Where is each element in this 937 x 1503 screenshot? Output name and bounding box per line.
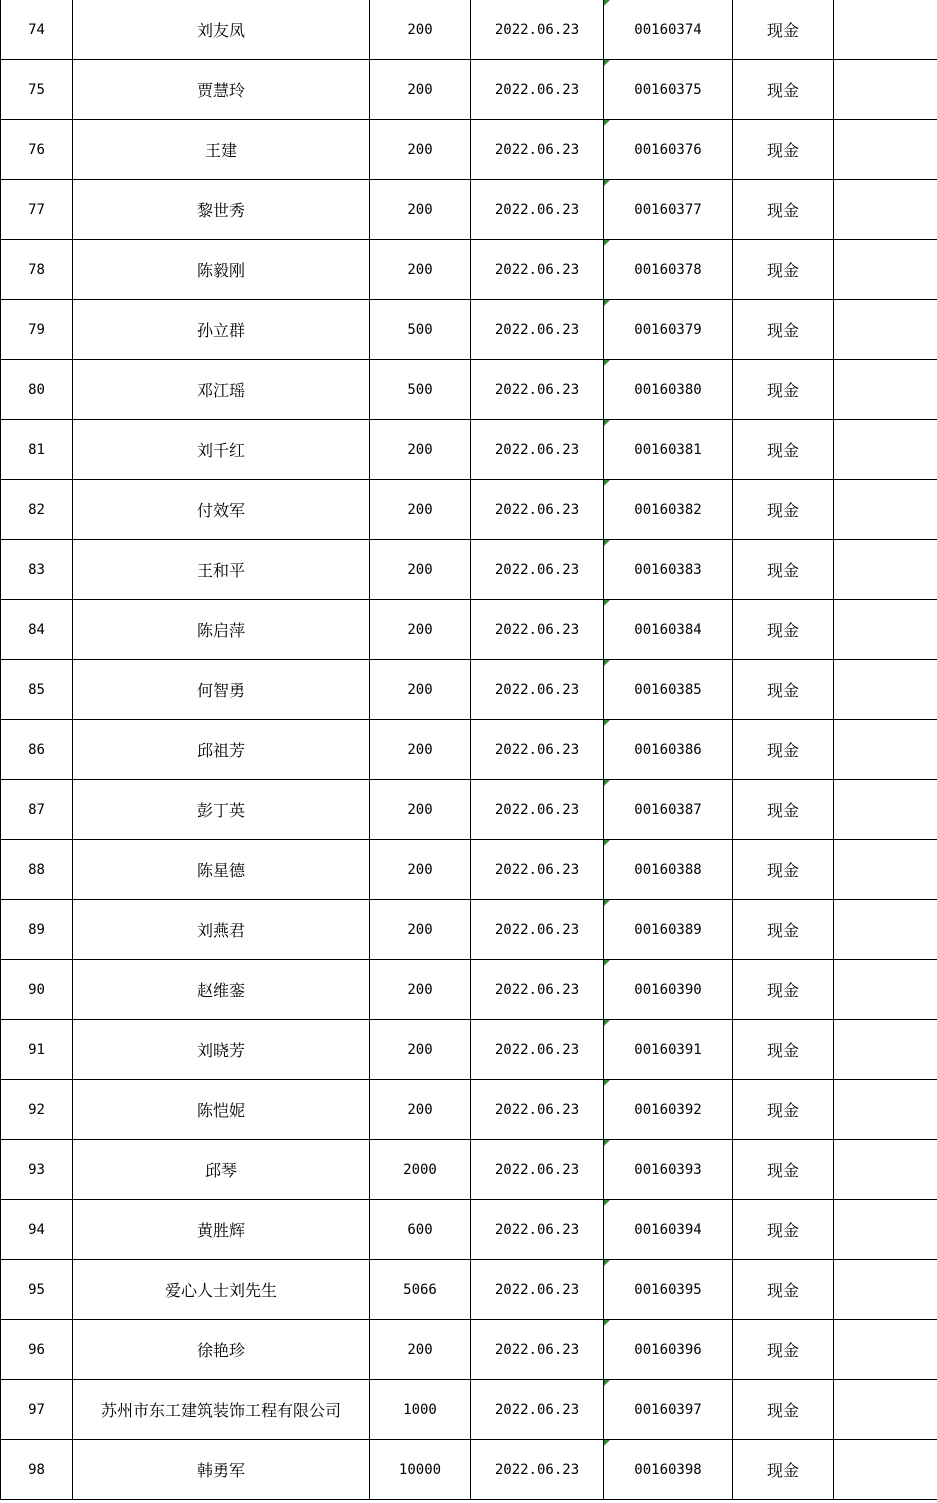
table-row bbox=[1, 780, 937, 840]
table-row bbox=[1, 1380, 937, 1440]
amount-cell: 200 bbox=[370, 720, 471, 780]
table-row bbox=[1, 480, 937, 540]
row-number-cell: 74 bbox=[1, 0, 73, 60]
payment-method-cell: 现金 bbox=[733, 240, 834, 300]
table-row bbox=[1, 240, 937, 300]
receipt-number-cell: 00160398 bbox=[604, 1440, 733, 1500]
date-cell: 2022.06.23 bbox=[471, 960, 604, 1020]
amount-cell: 1000 bbox=[370, 1380, 471, 1440]
donor-name-cell: 徐艳珍 bbox=[73, 1320, 370, 1380]
payment-method-cell: 现金 bbox=[733, 1080, 834, 1140]
donor-name-cell: 苏州市东工建筑装饰工程有限公司 bbox=[73, 1380, 370, 1440]
date-cell: 2022.06.23 bbox=[471, 600, 604, 660]
donor-name-cell: 邓江瑶 bbox=[73, 360, 370, 420]
table-row bbox=[1, 1200, 937, 1260]
date-cell: 2022.06.23 bbox=[471, 240, 604, 300]
amount-cell: 2000 bbox=[370, 1140, 471, 1200]
table-row bbox=[1, 840, 937, 900]
note-cell bbox=[834, 360, 937, 420]
note-cell bbox=[834, 120, 937, 180]
row-number-cell: 97 bbox=[1, 1380, 73, 1440]
table-row bbox=[1, 0, 937, 60]
table-row bbox=[1, 600, 937, 660]
table-row bbox=[1, 420, 937, 480]
table-row bbox=[1, 1320, 937, 1380]
note-cell bbox=[834, 1080, 937, 1140]
amount-cell: 200 bbox=[370, 960, 471, 1020]
date-cell: 2022.06.23 bbox=[471, 1080, 604, 1140]
row-number-cell: 77 bbox=[1, 180, 73, 240]
donor-name-cell: 陈恺妮 bbox=[73, 1080, 370, 1140]
date-cell: 2022.06.23 bbox=[471, 1260, 604, 1320]
row-number-cell: 90 bbox=[1, 960, 73, 1020]
receipt-number-cell: 00160391 bbox=[604, 1020, 733, 1080]
row-number-cell: 83 bbox=[1, 540, 73, 600]
receipt-number-cell: 00160384 bbox=[604, 600, 733, 660]
donor-name-cell: 陈毅刚 bbox=[73, 240, 370, 300]
table-row bbox=[1, 1080, 937, 1140]
receipt-number-cell: 00160382 bbox=[604, 480, 733, 540]
receipt-number-cell: 00160396 bbox=[604, 1320, 733, 1380]
amount-cell: 200 bbox=[370, 540, 471, 600]
receipt-number-cell: 00160397 bbox=[604, 1380, 733, 1440]
date-cell: 2022.06.23 bbox=[471, 180, 604, 240]
row-number-cell: 98 bbox=[1, 1440, 73, 1500]
receipt-number-cell: 00160386 bbox=[604, 720, 733, 780]
amount-cell: 200 bbox=[370, 1080, 471, 1140]
date-cell: 2022.06.23 bbox=[471, 1140, 604, 1200]
amount-cell: 200 bbox=[370, 420, 471, 480]
payment-method-cell: 现金 bbox=[733, 1140, 834, 1200]
donor-name-cell: 孙立群 bbox=[73, 300, 370, 360]
row-number-cell: 78 bbox=[1, 240, 73, 300]
payment-method-cell: 现金 bbox=[733, 1440, 834, 1500]
receipt-number-cell: 00160377 bbox=[604, 180, 733, 240]
note-cell bbox=[834, 660, 937, 720]
note-cell bbox=[834, 60, 937, 120]
amount-cell: 5066 bbox=[370, 1260, 471, 1320]
payment-method-cell: 现金 bbox=[733, 180, 834, 240]
note-cell bbox=[834, 420, 937, 480]
donor-name-cell: 贾慧玲 bbox=[73, 60, 370, 120]
donor-name-cell: 何智勇 bbox=[73, 660, 370, 720]
payment-method-cell: 现金 bbox=[733, 540, 834, 600]
donor-name-cell: 邱琴 bbox=[73, 1140, 370, 1200]
table-row bbox=[1, 540, 937, 600]
row-number-cell: 84 bbox=[1, 600, 73, 660]
receipt-number-cell: 00160381 bbox=[604, 420, 733, 480]
note-cell bbox=[834, 300, 937, 360]
row-number-cell: 75 bbox=[1, 60, 73, 120]
payment-method-cell: 现金 bbox=[733, 600, 834, 660]
table-row bbox=[1, 360, 937, 420]
payment-method-cell: 现金 bbox=[733, 1260, 834, 1320]
date-cell: 2022.06.23 bbox=[471, 540, 604, 600]
note-cell bbox=[834, 780, 937, 840]
amount-cell: 600 bbox=[370, 1200, 471, 1260]
table-row bbox=[1, 900, 937, 960]
payment-method-cell: 现金 bbox=[733, 0, 834, 60]
table-body bbox=[1, 0, 937, 1500]
donor-name-cell: 王和平 bbox=[73, 540, 370, 600]
row-number-cell: 91 bbox=[1, 1020, 73, 1080]
note-cell bbox=[834, 1260, 937, 1320]
row-number-cell: 86 bbox=[1, 720, 73, 780]
date-cell: 2022.06.23 bbox=[471, 420, 604, 480]
table-row bbox=[1, 1140, 937, 1200]
payment-method-cell: 现金 bbox=[733, 720, 834, 780]
row-number-cell: 95 bbox=[1, 1260, 73, 1320]
amount-cell: 200 bbox=[370, 1020, 471, 1080]
note-cell bbox=[834, 900, 937, 960]
amount-cell: 200 bbox=[370, 780, 471, 840]
row-number-cell: 85 bbox=[1, 660, 73, 720]
row-number-cell: 80 bbox=[1, 360, 73, 420]
row-number-cell: 76 bbox=[1, 120, 73, 180]
row-number-cell: 92 bbox=[1, 1080, 73, 1140]
note-cell bbox=[834, 840, 937, 900]
receipt-number-cell: 00160393 bbox=[604, 1140, 733, 1200]
date-cell: 2022.06.23 bbox=[471, 1020, 604, 1080]
receipt-number-cell: 00160375 bbox=[604, 60, 733, 120]
amount-cell: 200 bbox=[370, 180, 471, 240]
table-row bbox=[1, 1440, 937, 1500]
row-number-cell: 87 bbox=[1, 780, 73, 840]
payment-method-cell: 现金 bbox=[733, 360, 834, 420]
date-cell: 2022.06.23 bbox=[471, 360, 604, 420]
receipt-number-cell: 00160389 bbox=[604, 900, 733, 960]
payment-method-cell: 现金 bbox=[733, 840, 834, 900]
receipt-number-cell: 00160378 bbox=[604, 240, 733, 300]
amount-cell: 200 bbox=[370, 840, 471, 900]
amount-cell: 200 bbox=[370, 60, 471, 120]
amount-cell: 200 bbox=[370, 240, 471, 300]
table-row bbox=[1, 720, 937, 780]
date-cell: 2022.06.23 bbox=[471, 480, 604, 540]
donor-name-cell: 黄胜辉 bbox=[73, 1200, 370, 1260]
donor-name-cell: 王建 bbox=[73, 120, 370, 180]
donor-name-cell: 刘燕君 bbox=[73, 900, 370, 960]
date-cell: 2022.06.23 bbox=[471, 0, 604, 60]
receipt-number-cell: 00160383 bbox=[604, 540, 733, 600]
payment-method-cell: 现金 bbox=[733, 960, 834, 1020]
receipt-number-cell: 00160394 bbox=[604, 1200, 733, 1260]
donor-name-cell: 陈启萍 bbox=[73, 600, 370, 660]
date-cell: 2022.06.23 bbox=[471, 780, 604, 840]
note-cell bbox=[834, 1380, 937, 1440]
note-cell bbox=[834, 720, 937, 780]
date-cell: 2022.06.23 bbox=[471, 1320, 604, 1380]
note-cell bbox=[834, 180, 937, 240]
row-number-cell: 79 bbox=[1, 300, 73, 360]
table-row bbox=[1, 120, 937, 180]
date-cell: 2022.06.23 bbox=[471, 60, 604, 120]
note-cell bbox=[834, 1320, 937, 1380]
amount-cell: 500 bbox=[370, 300, 471, 360]
receipt-number-cell: 00160395 bbox=[604, 1260, 733, 1320]
receipt-number-cell: 00160390 bbox=[604, 960, 733, 1020]
donor-name-cell: 黎世秀 bbox=[73, 180, 370, 240]
date-cell: 2022.06.23 bbox=[471, 1200, 604, 1260]
note-cell bbox=[834, 1140, 937, 1200]
note-cell bbox=[834, 960, 937, 1020]
payment-method-cell: 现金 bbox=[733, 1200, 834, 1260]
note-cell bbox=[834, 600, 937, 660]
amount-cell: 500 bbox=[370, 360, 471, 420]
amount-cell: 200 bbox=[370, 0, 471, 60]
date-cell: 2022.06.23 bbox=[471, 900, 604, 960]
note-cell bbox=[834, 1020, 937, 1080]
payment-method-cell: 现金 bbox=[733, 1320, 834, 1380]
row-number-cell: 89 bbox=[1, 900, 73, 960]
receipt-number-cell: 00160387 bbox=[604, 780, 733, 840]
amount-cell: 200 bbox=[370, 600, 471, 660]
date-cell: 2022.06.23 bbox=[471, 720, 604, 780]
payment-method-cell: 现金 bbox=[733, 300, 834, 360]
date-cell: 2022.06.23 bbox=[471, 1440, 604, 1500]
payment-method-cell: 现金 bbox=[733, 1380, 834, 1440]
table-row bbox=[1, 300, 937, 360]
receipt-number-cell: 00160392 bbox=[604, 1080, 733, 1140]
receipt-number-cell: 00160374 bbox=[604, 0, 733, 60]
row-number-cell: 88 bbox=[1, 840, 73, 900]
note-cell bbox=[834, 0, 937, 60]
amount-cell: 10000 bbox=[370, 1440, 471, 1500]
payment-method-cell: 现金 bbox=[733, 420, 834, 480]
amount-cell: 200 bbox=[370, 120, 471, 180]
donor-name-cell: 刘千红 bbox=[73, 420, 370, 480]
donor-name-cell: 刘晓芳 bbox=[73, 1020, 370, 1080]
donor-name-cell: 韩勇军 bbox=[73, 1440, 370, 1500]
amount-cell: 200 bbox=[370, 1320, 471, 1380]
amount-cell: 200 bbox=[370, 900, 471, 960]
amount-cell: 200 bbox=[370, 480, 471, 540]
donor-name-cell: 爱心人士刘先生 bbox=[73, 1260, 370, 1320]
receipt-number-cell: 00160380 bbox=[604, 360, 733, 420]
date-cell: 2022.06.23 bbox=[471, 840, 604, 900]
row-number-cell: 93 bbox=[1, 1140, 73, 1200]
date-cell: 2022.06.23 bbox=[471, 1380, 604, 1440]
payment-method-cell: 现金 bbox=[733, 660, 834, 720]
note-cell bbox=[834, 480, 937, 540]
note-cell bbox=[834, 1440, 937, 1500]
payment-method-cell: 现金 bbox=[733, 780, 834, 840]
row-number-cell: 96 bbox=[1, 1320, 73, 1380]
payment-method-cell: 现金 bbox=[733, 60, 834, 120]
donor-name-cell: 陈星德 bbox=[73, 840, 370, 900]
row-number-cell: 94 bbox=[1, 1200, 73, 1260]
receipt-number-cell: 00160388 bbox=[604, 840, 733, 900]
note-cell bbox=[834, 240, 937, 300]
donor-name-cell: 邱祖芳 bbox=[73, 720, 370, 780]
table-row bbox=[1, 1020, 937, 1080]
payment-method-cell: 现金 bbox=[733, 120, 834, 180]
receipt-number-cell: 00160376 bbox=[604, 120, 733, 180]
donor-name-cell: 彭丁英 bbox=[73, 780, 370, 840]
donor-name-cell: 赵维銮 bbox=[73, 960, 370, 1020]
receipt-number-cell: 00160385 bbox=[604, 660, 733, 720]
row-number-cell: 81 bbox=[1, 420, 73, 480]
receipt-number-cell: 00160379 bbox=[604, 300, 733, 360]
donor-name-cell: 付效军 bbox=[73, 480, 370, 540]
payment-method-cell: 现金 bbox=[733, 480, 834, 540]
table-row bbox=[1, 660, 937, 720]
date-cell: 2022.06.23 bbox=[471, 300, 604, 360]
table-row bbox=[1, 960, 937, 1020]
amount-cell: 200 bbox=[370, 660, 471, 720]
row-number-cell: 82 bbox=[1, 480, 73, 540]
note-cell bbox=[834, 540, 937, 600]
date-cell: 2022.06.23 bbox=[471, 660, 604, 720]
payment-method-cell: 现金 bbox=[733, 1020, 834, 1080]
donor-name-cell: 刘友凤 bbox=[73, 0, 370, 60]
note-cell bbox=[834, 1200, 937, 1260]
payment-method-cell: 现金 bbox=[733, 900, 834, 960]
date-cell: 2022.06.23 bbox=[471, 120, 604, 180]
table-row bbox=[1, 60, 937, 120]
table-row bbox=[1, 180, 937, 240]
table-row bbox=[1, 1260, 937, 1320]
